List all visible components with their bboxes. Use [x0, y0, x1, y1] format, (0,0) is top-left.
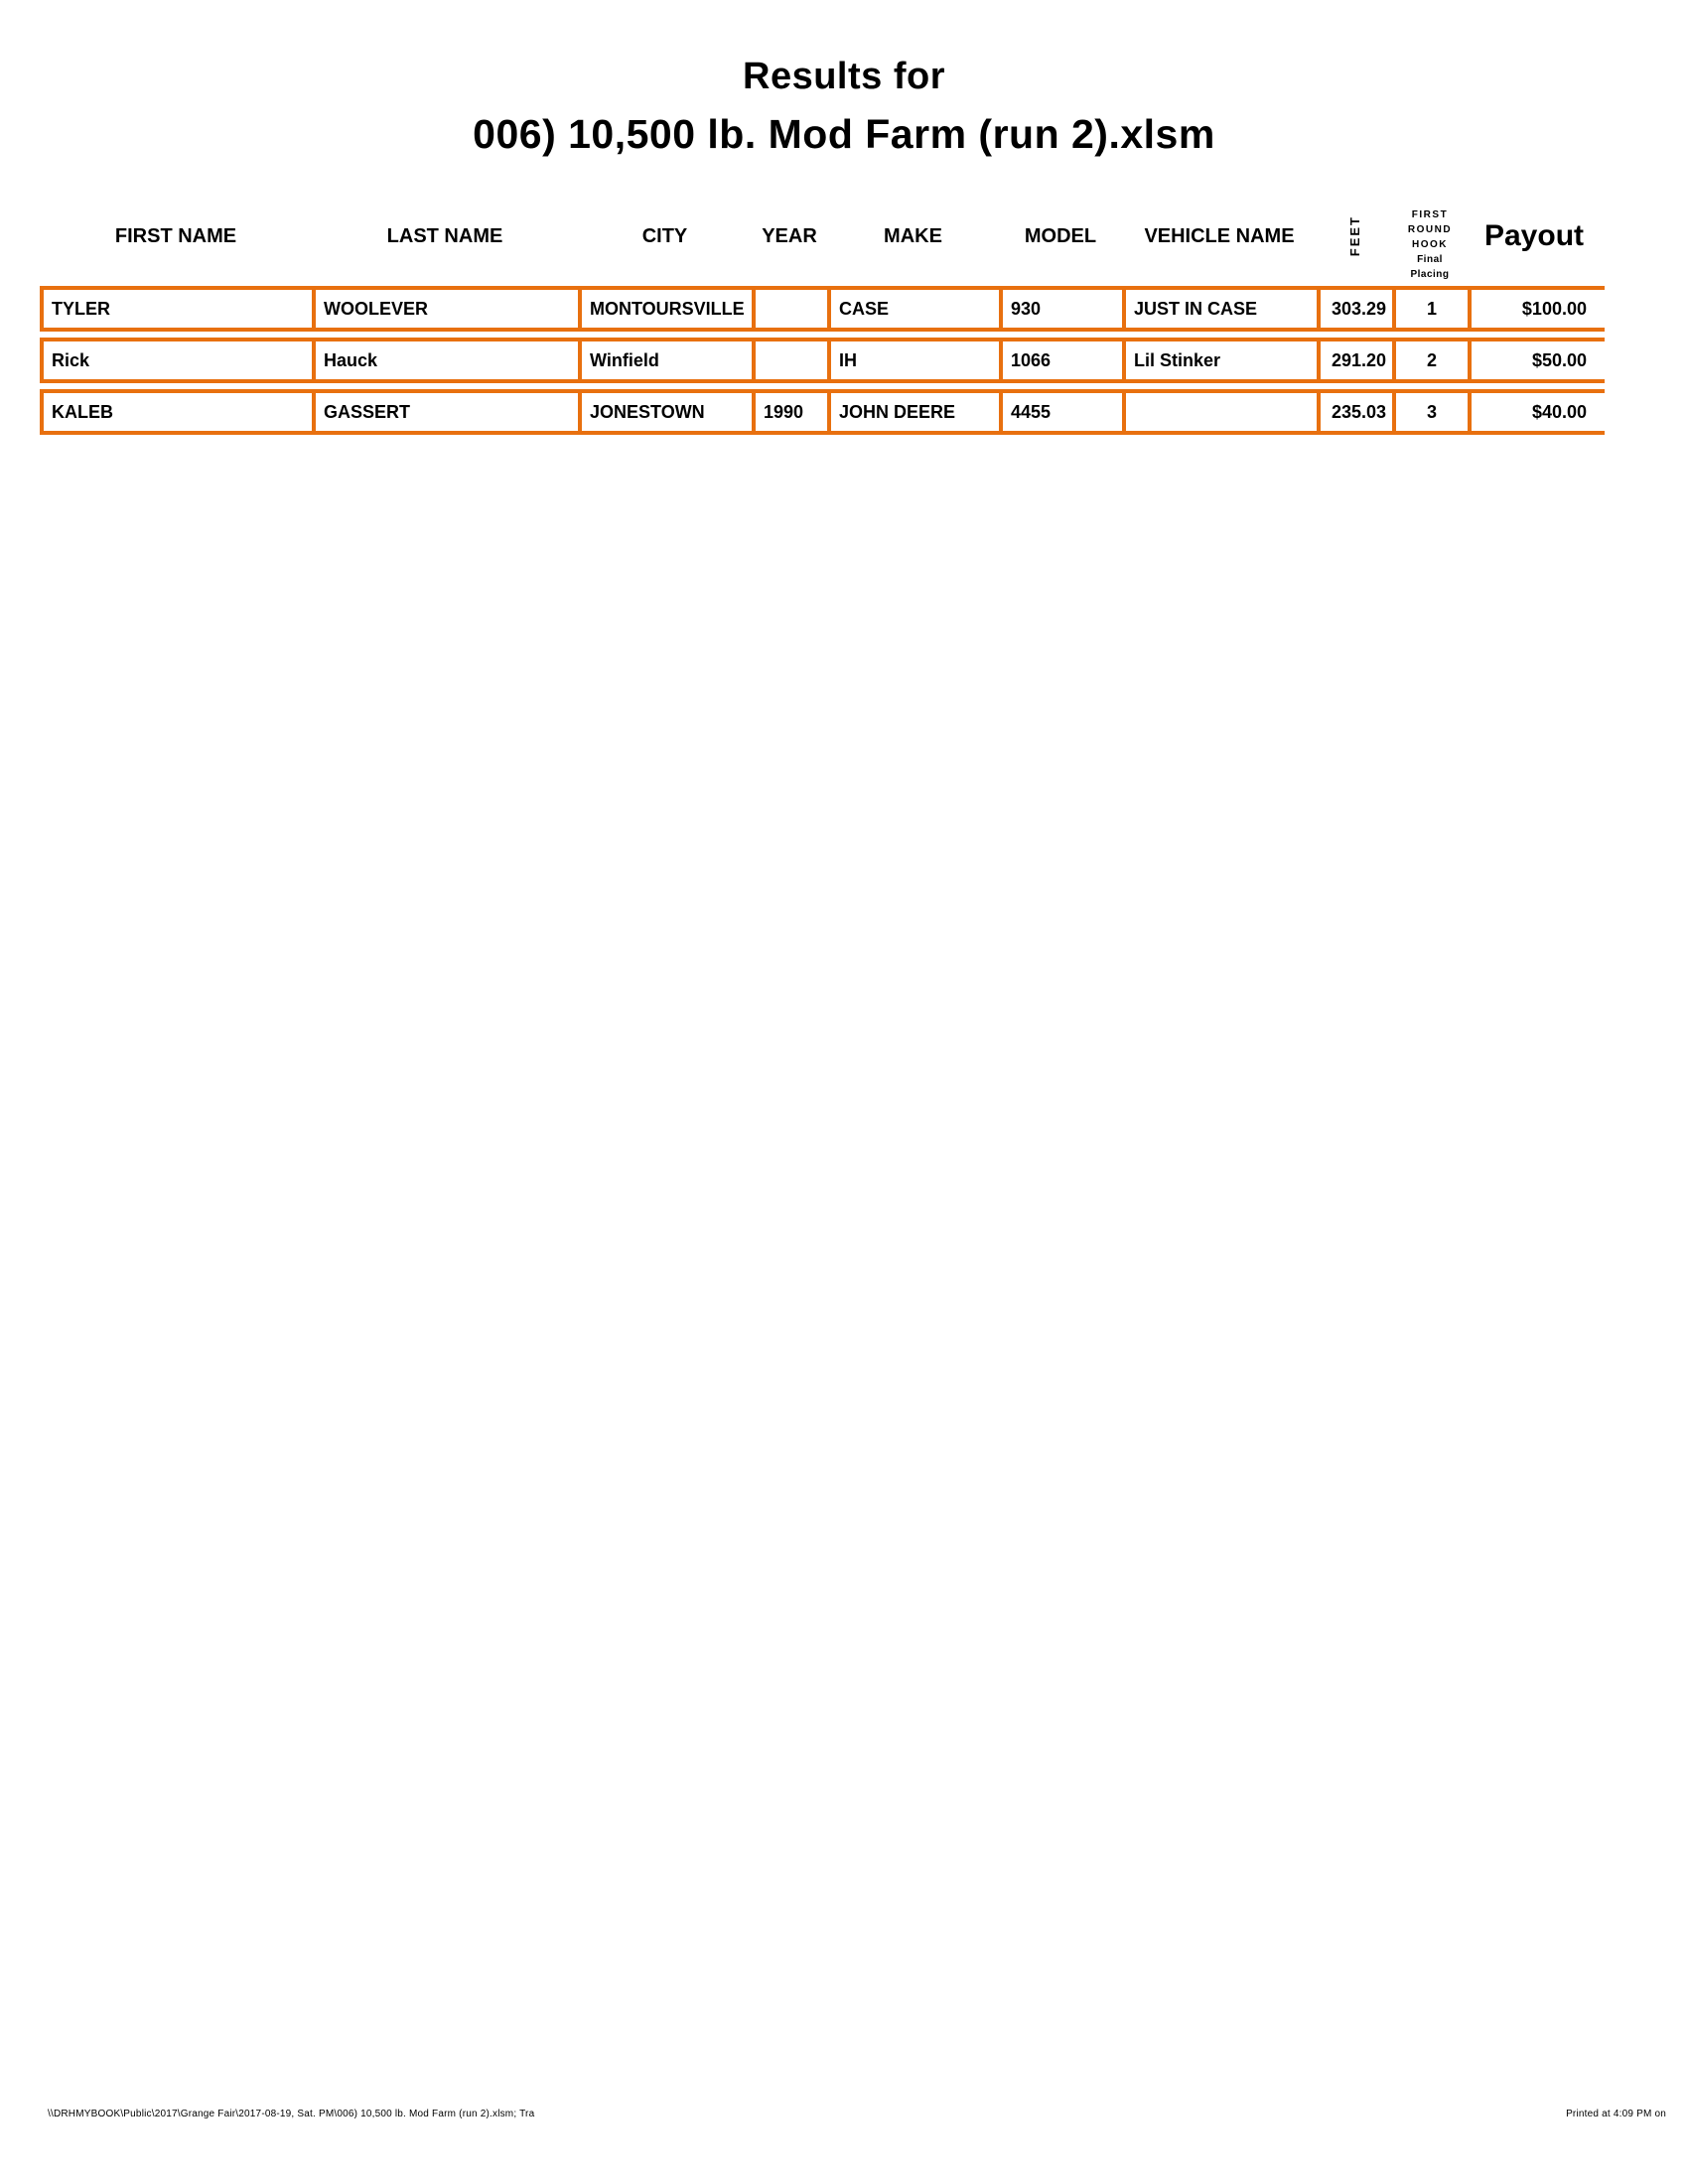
cell-city: MONTOURSVILLE [582, 290, 756, 328]
column-header-last-name: LAST NAME [386, 224, 503, 247]
column-header-feet [1317, 189, 1392, 284]
column-header-city: CITY [641, 224, 688, 247]
cell-placing: 2 [1396, 341, 1472, 379]
cell-first-name: TYLER [44, 290, 316, 328]
cell-model: 930 [1003, 290, 1126, 328]
cell-feet: 291.20 [1321, 341, 1396, 379]
table-header-row [40, 189, 1605, 284]
page-title-line2: 006) 10,500 lb. Mod Farm (run 2).xlsm [473, 111, 1215, 157]
table-row [40, 286, 1605, 332]
cell-payout: $100.00 [1521, 298, 1587, 319]
cell-placing: 3 [1396, 393, 1472, 431]
cell-model: 4455 [1003, 393, 1126, 431]
column-header-payout: Payout [1483, 219, 1585, 252]
column-header-year: YEAR [762, 224, 817, 247]
table-row [40, 338, 1605, 383]
cell-last-name: WOOLEVER [316, 290, 582, 328]
column-header-model: MODEL [1024, 224, 1097, 247]
cell-feet: 303.29 [1321, 290, 1396, 328]
feet-rotated-label: FEET [1346, 215, 1362, 257]
cell-vehicle-name: Lil Stinker [1126, 341, 1321, 379]
cell-feet: 235.03 [1321, 393, 1396, 431]
hook-header-line: ROUND [1407, 224, 1453, 235]
hook-header-line: FIRST [1411, 209, 1449, 220]
results-table [40, 286, 1605, 441]
footer-file-path: \\DRHMYBOOK\Public\2017\Grange Fair\2017-08-19, Sat. PM\006) 10,500 lb. Mod Farm (run 2).xlsm; Tra [48, 2109, 535, 2119]
cell-year [756, 290, 831, 328]
hook-header-line: Placing [1410, 269, 1450, 280]
cell-year [756, 341, 831, 379]
cell-year: 1990 [756, 393, 831, 431]
cell-placing: 1 [1396, 290, 1472, 328]
column-header-first-name: FIRST NAME [114, 224, 237, 247]
cell-first-name: KALEB [44, 393, 316, 431]
cell-last-name: Hauck [316, 341, 582, 379]
page-title-line1: Results for [743, 56, 945, 97]
cell-city: Winfield [582, 341, 756, 379]
footer-printed-at: Printed at 4:09 PM on [1566, 2109, 1666, 2119]
cell-make: IH [831, 341, 1003, 379]
hook-header-line: Final [1417, 254, 1443, 265]
cell-vehicle-name: JUST IN CASE [1126, 290, 1321, 328]
column-header-make: MAKE [884, 224, 942, 247]
cell-first-name: Rick [44, 341, 316, 379]
column-header-vehicle-name: VEHICLE NAME [1144, 224, 1295, 247]
cell-make: CASE [831, 290, 1003, 328]
hook-header-line: HOOK [1412, 239, 1448, 250]
column-header-first-round-hook-final-placing [1392, 189, 1468, 284]
cell-vehicle-name [1126, 393, 1321, 431]
table-row [40, 389, 1605, 435]
cell-make: JOHN DEERE [831, 393, 1003, 431]
cell-payout: $50.00 [1531, 349, 1587, 370]
cell-last-name: GASSERT [316, 393, 582, 431]
cell-model: 1066 [1003, 341, 1126, 379]
cell-city: JONESTOWN [582, 393, 756, 431]
cell-payout: $40.00 [1531, 401, 1587, 422]
